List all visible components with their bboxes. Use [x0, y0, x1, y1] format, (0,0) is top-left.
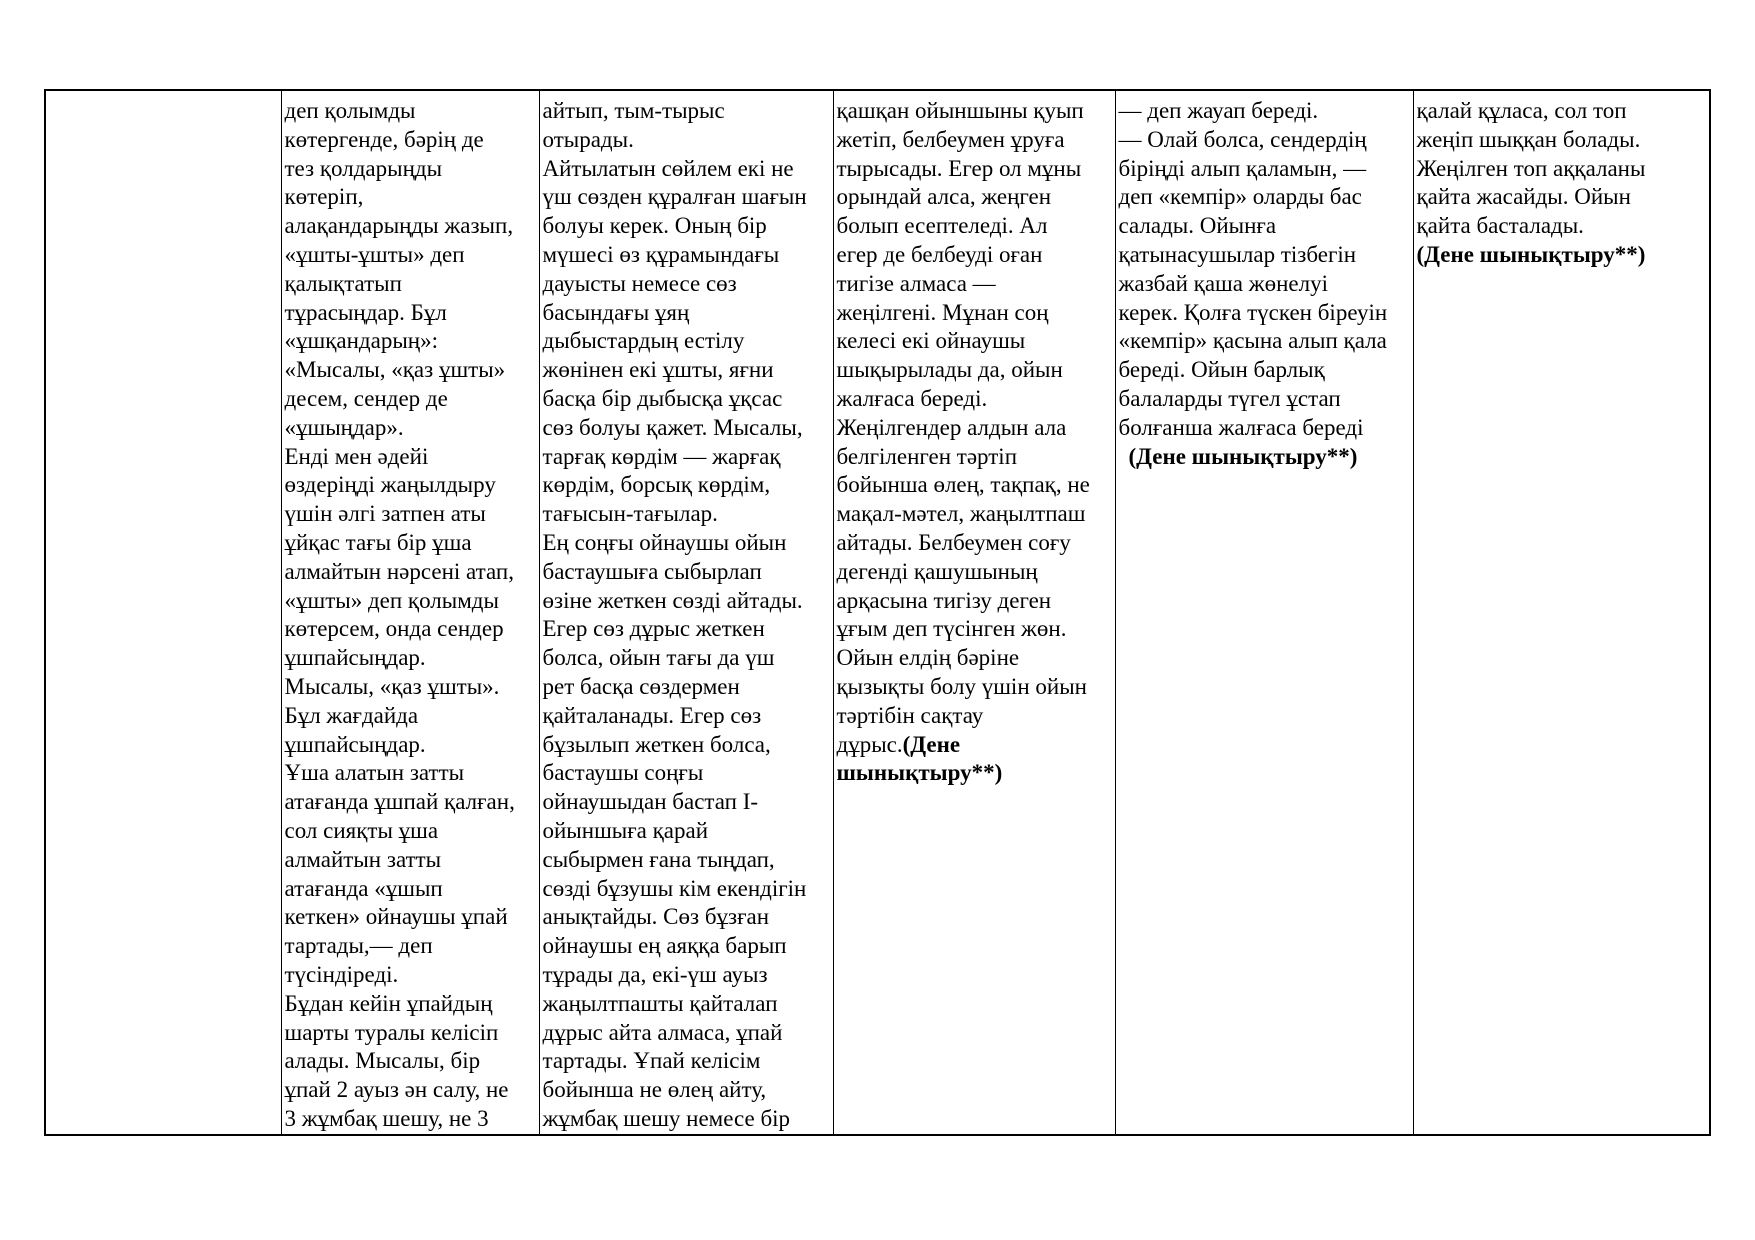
text-line: көтерсем, онда сендер	[284, 616, 504, 642]
table-cell-col6	[1413, 90, 1710, 1135]
text-line: көтеріп,	[284, 184, 364, 210]
text-line: «ұшты-ұшты» деп	[284, 241, 465, 267]
text-line: Мысалы, «қаз ұшты».	[284, 673, 500, 699]
text-line: Ойын елдің бәріне	[836, 645, 1020, 671]
text-line: — деп жауап береді.	[1118, 98, 1319, 123]
text-line: отырады.	[542, 126, 634, 152]
text-line: ұйқас тағы бір ұша	[284, 529, 472, 555]
text-line: шықырылады да, ойын	[836, 357, 1063, 383]
text-line: мүшесі өз құрамындағы	[542, 241, 780, 267]
text-line: шарты туралы келісіп	[284, 1019, 499, 1045]
text-line: қайта басталады.	[1416, 213, 1584, 239]
text-line: болса, ойын тағы да үш	[542, 645, 775, 671]
table-cell-col3	[539, 90, 833, 1135]
text-line: ұшпайсыңдар.	[284, 731, 426, 757]
lesson-plan-table	[44, 89, 1711, 1136]
text-line: ойнаушыдан бастап І-	[542, 789, 759, 815]
bold-lines-col6	[1417, 241, 1708, 270]
cell-text-col5	[1119, 97, 1411, 443]
text-line: сөзді бұзушы кім екендігін	[542, 875, 807, 901]
text-line: жеңіп шыққан болады.	[1416, 126, 1641, 152]
bold-lines-col4	[837, 759, 1113, 788]
text-line: алақандарыңды жазып,	[284, 213, 514, 239]
text-line: ұпай 2 ауыз ән салу, не	[284, 1077, 509, 1103]
text-line: ойнаушы ең аяққа барып	[542, 933, 787, 959]
text-line: ойыншыға қарай	[542, 817, 709, 843]
table-cell-col1	[45, 90, 281, 1135]
text-line: қайталанады. Егер сөз	[542, 702, 762, 728]
text-line: тез қолдарыңды	[284, 155, 443, 181]
text-line: береді. Ойын барлық	[1118, 357, 1325, 383]
bold-note: (Дене	[902, 731, 961, 757]
text-line: болғанша жалғаса береді	[1118, 414, 1364, 440]
text-line: жалғаса береді.	[836, 385, 988, 411]
text-line: қайта жасайды. Ойын	[1416, 184, 1631, 210]
text-line: қалықтатып	[284, 270, 402, 296]
text-line: десем, сендер де	[284, 385, 448, 411]
text-line: айтып, тым-тырыс	[542, 98, 725, 123]
text-line: егер де белбеуді оған	[836, 241, 1043, 267]
text-line: арқасына тигізу деген	[836, 587, 1052, 613]
text-line: түсіндіреді.	[284, 961, 399, 987]
text-line: жазбай қаша жөнелуі	[1118, 270, 1328, 296]
cell-text-col6	[1417, 97, 1708, 241]
text-line: жеңілгені. Мұнан соң	[836, 299, 1049, 325]
text-line: Ең соңғы ойнаушы ойын	[542, 529, 787, 555]
text-line: анықтайды. Сөз бұзған	[542, 904, 770, 930]
text-line: атағанда ұшпай қалған,	[284, 789, 515, 815]
text-line: тарғақ көрдім — жарғақ	[542, 443, 781, 469]
text-line: «ұшты» деп қолымды	[284, 587, 499, 613]
text-line: тигізе алмаса —	[836, 270, 996, 296]
text-line: біріңді алып қаламын, —	[1118, 155, 1367, 181]
cell-text-col3	[543, 97, 831, 1134]
text-line: алады. Мысалы, бір	[284, 1048, 481, 1074]
bold-note: (Дене шынықтыру**)	[1416, 241, 1646, 267]
table-cell-col5	[1115, 90, 1413, 1135]
text-line: үш сөзден құралған шағын	[542, 184, 807, 210]
cell-text-col2	[285, 97, 537, 1134]
text-line: деп «кемпір» оларды бас	[1118, 184, 1362, 210]
text-line: тәртібін сақтау	[836, 702, 984, 728]
text-line: жөнінен екі ұшты, яғни	[542, 357, 774, 383]
text-line: жұмбақ шешу немесе бір	[542, 1105, 791, 1131]
text-line	[837, 731, 1113, 760]
text-line: тағысын-тағылар.	[542, 501, 718, 527]
text-line: тұрасыңдар. Бұл	[284, 299, 447, 325]
text-line: «ұшқандарың»:	[284, 328, 438, 354]
text-line: бұзылып жеткен болса,	[542, 731, 771, 757]
table-cell-col2	[281, 90, 539, 1135]
text-line: бастаушыға сыбырлап	[542, 558, 762, 584]
text-line: салады. Ойынға	[1118, 213, 1277, 239]
text-line: Бұдан кейін ұпайдың	[284, 990, 493, 1016]
text-line: тартады,— деп	[284, 933, 433, 959]
text-line: көтергенде, бәрің де	[284, 126, 484, 152]
text-line: бастаушы соңғы	[542, 760, 704, 786]
text-line: «Мысалы, «қаз ұшты»	[284, 357, 506, 383]
text-line: сыбырмен ғана тыңдап,	[542, 846, 775, 872]
text-line: жаңылтпашты қайталап	[542, 990, 778, 1016]
text-line: атағанда «ұшып	[284, 875, 443, 901]
text-line: басқа бір дыбысқа ұқсас	[542, 385, 783, 411]
text-line: белгіленген тәртіп	[836, 443, 1018, 469]
text-line: — Олай болса, сендердің	[1118, 126, 1367, 152]
text-line: қалай құласа, сол топ	[1416, 98, 1627, 123]
text-line: Жеңілгендер алдын ала	[836, 414, 1067, 440]
text-line: тырысады. Егер ол мұны	[836, 155, 1082, 181]
text-line: «кемпір» қасына алып қала	[1118, 328, 1387, 354]
text-line: дауысты немесе сөз	[542, 270, 737, 296]
bold-note: шынықтыру**)	[836, 760, 1003, 786]
text-line: деп қолымды	[284, 98, 416, 123]
text-line: ұғым деп түсінген жөн.	[836, 616, 1067, 642]
text-line: Егер сөз дұрыс жеткен	[542, 616, 765, 642]
text-line: сол сияқты ұша	[284, 817, 439, 843]
text-line: тартады. Ұпай келісім	[542, 1048, 761, 1074]
text-line: болуы керек. Оның бір	[542, 213, 767, 239]
text-line: сөз болуы қажет. Мысалы,	[542, 414, 803, 440]
text-line: кеткен» ойнаушы ұпай	[284, 904, 508, 930]
text-line: орындай алса, жеңген	[836, 184, 1052, 210]
text-line: қызықты болу үшін ойын	[836, 673, 1087, 699]
text-line: алмайтын затты	[284, 846, 442, 872]
last-plain-text: дұрыс.	[836, 731, 903, 757]
text-line: Айтылатын сөйлем екі не	[542, 155, 794, 181]
cell-text-col4	[837, 97, 1113, 731]
text-line: керек. Қолға түскен біреуін	[1118, 299, 1388, 325]
text-line: мақал-мәтел, жаңылтпаш	[836, 501, 1086, 527]
text-line: бойынша не өлең айту,	[542, 1077, 767, 1103]
bold-note: (Дене шынықтыру**)	[1128, 443, 1358, 469]
text-line: дұрыс айта алмаса, ұпай	[542, 1019, 783, 1045]
text-line: Жеңілген топ аққаланы	[1416, 155, 1646, 181]
text-line: болып есептеледі. Ал	[836, 213, 1048, 239]
text-line: балаларды түгел ұстап	[1118, 385, 1341, 411]
text-line: өздеріңді жаңылдыру	[284, 472, 496, 498]
text-line: үшін әлгі затпен аты	[284, 501, 486, 527]
table-row	[45, 90, 1710, 1135]
text-line: айтады. Белбеумен соғу	[836, 529, 1071, 555]
text-line: алмайтын нәрсені атап,	[284, 558, 514, 584]
text-line: қатынасушылар тізбегін	[1118, 241, 1357, 267]
text-line: өзіне жеткен сөзді айтады.	[542, 587, 803, 613]
text-line: бойынша өлең, тақпақ, не	[836, 472, 1090, 498]
text-line: жетіп, белбеумен ұруға	[836, 126, 1065, 152]
text-line: 3 жұмбақ шешу, не 3	[284, 1105, 489, 1131]
text-line: ұшпайсыңдар.	[284, 645, 426, 671]
text-line: Енді мен әдейі	[284, 443, 429, 469]
text-line: келесі екі ойнаушы	[836, 328, 1026, 354]
text-line: дегенді қашушының	[836, 558, 1038, 584]
text-line: Ұша алатын затты	[284, 760, 465, 786]
text-line: Бұл жағдайда	[284, 702, 419, 728]
text-line: қашқан ойыншыны қуып	[836, 98, 1084, 123]
text-line: тұрады да, екі-үш ауыз	[542, 961, 768, 987]
text-line: «ұшыңдар».	[284, 414, 404, 440]
text-line: басындағы ұяң	[542, 299, 690, 325]
text-line: көрдім, борсық көрдім,	[542, 472, 771, 498]
text-line: рет басқа сөздермен	[542, 673, 740, 699]
table-cell-col4	[833, 90, 1115, 1135]
text-line: дыбыстардың естілу	[542, 328, 745, 354]
